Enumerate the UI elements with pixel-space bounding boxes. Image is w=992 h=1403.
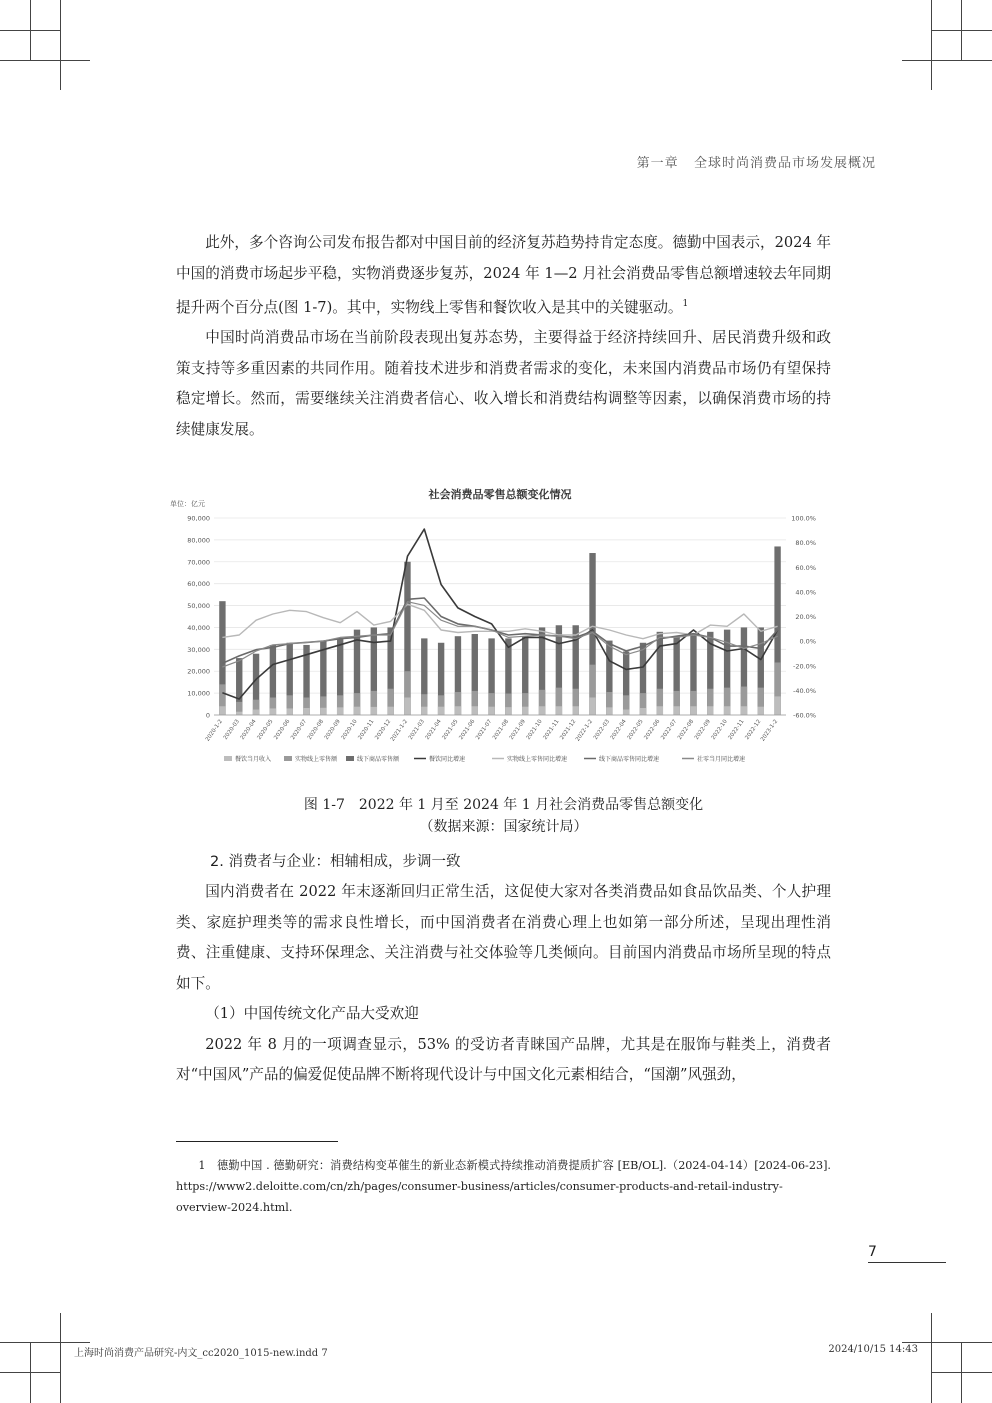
- y2-tick-label: 60.0%: [795, 563, 816, 572]
- crop-mark: [0, 30, 60, 31]
- x-tick-label: 2021-09: [508, 718, 527, 741]
- legend-label: 实物线上零售额: [295, 756, 338, 763]
- figure-caption: 图 1-7 2022 年 1 月至 2024 年 1 月社会消费品零售总额变化: [303, 797, 704, 813]
- x-tick-label: 2020-1-2: [204, 718, 225, 743]
- x-tick-label: 2022-07: [660, 718, 679, 741]
- legend-label: 线下商品零售额: [357, 756, 400, 763]
- x-tick-label: 2022-10: [710, 718, 729, 741]
- bar-catering: [707, 706, 713, 715]
- x-tick-label: 2020-10: [340, 718, 359, 741]
- x-tick-label: 2022-04: [609, 718, 628, 741]
- chapter-number: 第一章: [636, 156, 679, 171]
- bar-catering: [539, 706, 545, 715]
- y2-tick-label: 100.0%: [791, 514, 816, 523]
- crop-mark: [902, 60, 992, 61]
- crop-mark: [961, 1343, 962, 1403]
- section-body: [176, 877, 831, 1091]
- bar-catering: [387, 707, 393, 715]
- chart-title: 社会消费品零售总额变化情况: [428, 488, 572, 501]
- retail-sales-chart: [170, 478, 826, 768]
- paragraph-deloitte: 此外，多个咨询公司发布报告都对中国目前的经济复苏趋势持肯定态度。德勤中国表示，2024 年中国的消费市场起步平稳，实物消费逐步复苏，2024 年 1—2 月社会消费品零售总额增速较去年同期提升两个百分点(图 1-7)。其中，实物线上零售和餐饮收入是其中的关键驱动。$^1$: [176, 234, 831, 316]
- x-tick-label: 2022-08: [677, 718, 696, 741]
- x-tick-label: 2020-04: [239, 718, 258, 741]
- y-tick-label: 10,000: [187, 689, 210, 698]
- crop-mark: [931, 0, 932, 90]
- slug-timestamp: 2024/10/15 14:43: [828, 1344, 918, 1355]
- y2-tick-label: 0.0%: [799, 637, 816, 646]
- bar-catering: [758, 707, 764, 715]
- x-tick-label: 2021-12: [559, 718, 578, 741]
- x-tick-label: 2020-08: [306, 718, 325, 741]
- section-heading: 2. 消费者与企业：相辅相成，步调一致: [210, 854, 461, 870]
- paragraph-market-outlook: 中国时尚消费品市场在当前阶段表现出复苏态势，主要得益于经济持续回升、居民消费升级和政策支持等多重因素的共同作用。随着技术进步和消费者需求的变化，未来国内消费品市场仍有望保持稳定增长。然而，需要继续关注消费者信心、收入增长和消费结构调整等因素，以确保消费市场的持续健康发展。: [176, 329, 831, 438]
- bar-catering: [438, 707, 444, 715]
- y-tick-label: 50,000: [187, 602, 210, 611]
- x-tick-label: 2023-1-2: [759, 718, 780, 743]
- legend-label: 餐饮同比增速: [429, 756, 466, 763]
- crop-mark: [902, 1342, 992, 1343]
- x-tick-label: 2020-07: [290, 718, 309, 741]
- bar-catering: [303, 708, 309, 715]
- bar-catering: [522, 707, 528, 715]
- crop-mark: [60, 0, 61, 90]
- x-tick-label: 2022-12: [744, 718, 763, 741]
- subheading-traditional-culture: （1）中国传统文化产品大受欢迎: [205, 1005, 419, 1022]
- bar-catering: [589, 697, 595, 715]
- bar-catering: [455, 706, 461, 715]
- legend-label: 社零当月同比增速: [697, 756, 746, 763]
- crop-mark: [0, 1342, 90, 1343]
- x-tick-label: 2020-12: [374, 718, 393, 741]
- crop-mark: [30, 1343, 31, 1403]
- bar-catering: [320, 708, 326, 715]
- legend-swatch: [224, 756, 232, 761]
- x-tick-label: 2021-05: [441, 718, 460, 741]
- intro-paragraphs: [176, 228, 831, 445]
- y2-tick-label: 40.0%: [795, 588, 816, 597]
- slug-filename: 上海时尚消费产品研究-内文_cc2020_1015-new.indd 7: [74, 1348, 328, 1359]
- x-tick-label: 2021-07: [475, 718, 494, 741]
- bar-catering: [488, 707, 494, 715]
- bar-catering: [673, 706, 679, 715]
- bar-catering: [287, 708, 293, 715]
- legend-label: 实物线上零售同比增速: [507, 756, 568, 763]
- y-tick-label: 60,000: [187, 580, 210, 589]
- bar-catering: [573, 706, 579, 715]
- bar-catering: [270, 708, 276, 715]
- x-tick-label: 2022-11: [727, 718, 746, 741]
- legend-label: 线下商品零售同比增速: [599, 756, 660, 763]
- x-tick-label: 2021-03: [407, 718, 426, 741]
- bar-catering: [219, 706, 225, 715]
- legend-label: 餐饮当月收入: [235, 756, 272, 763]
- x-tick-label: 2022-05: [626, 718, 645, 741]
- bar-catering: [472, 706, 478, 715]
- bar-catering: [404, 697, 410, 715]
- crop-mark: [0, 1372, 60, 1373]
- bar-catering: [337, 707, 343, 715]
- bar-catering: [657, 706, 663, 715]
- legend-swatch: [346, 756, 354, 761]
- bar-catering: [774, 696, 780, 715]
- footnote-ref: 1: [682, 299, 689, 309]
- y-tick-label: 80,000: [187, 536, 210, 545]
- bar-catering: [741, 706, 747, 715]
- bar-catering: [421, 707, 427, 715]
- legend-swatch: [284, 756, 292, 761]
- bar-catering: [556, 706, 562, 715]
- y2-tick-label: 80.0%: [795, 539, 816, 548]
- page-number-rule: [868, 1262, 946, 1263]
- x-tick-label: 2022-09: [693, 718, 712, 741]
- footnote: 1 德勤中国 . 德勤研究：消费结构变革催生的新业态新模式持续推动消费提质扩容 [EB/OL].（2024-04-14）[2024-06-23]. https://www2.deloitte.com/cn/zh/pages/consumer-business/articles/consumer-products-and-retail-industry-overview-2024.html.: [176, 1159, 831, 1214]
- bar-catering: [505, 707, 511, 715]
- crop-mark: [60, 1313, 61, 1403]
- x-tick-label: 2020-05: [256, 718, 275, 741]
- x-tick-label: 2020-09: [323, 718, 342, 741]
- bar-catering: [371, 707, 377, 715]
- bar-catering: [253, 710, 259, 715]
- y-tick-label: 90,000: [187, 514, 210, 523]
- y-tick-label: 0: [205, 711, 210, 720]
- crop-mark: [931, 1313, 932, 1403]
- x-tick-label: 2021-1-2: [389, 718, 410, 743]
- y-tick-label: 30,000: [187, 645, 210, 654]
- chart-svg: [170, 478, 826, 768]
- y-tick-label: 20,000: [187, 667, 210, 676]
- bar-catering: [623, 710, 629, 715]
- paragraph-consumer-trends: 国内消费者在 2022 年末逐渐回归正常生活，这促使大家对各类消费品如食品饮品类、个人护理类、家庭护理类等的需求良性增长，而中国消费者在消费心理上也如第一部分所述，呈现出理性消费、注重健康、支持环保理念、关注消费与社交体验等几类倾向。目前国内消费品市场所呈现的特点如下。: [176, 883, 831, 992]
- running-header: [637, 152, 876, 171]
- bar-catering: [640, 708, 646, 715]
- y-tick-label: 40,000: [187, 623, 210, 632]
- bar-catering: [354, 707, 360, 715]
- x-tick-label: 2021-10: [525, 718, 544, 741]
- x-tick-label: 2020-03: [222, 718, 241, 741]
- x-tick-label: 2021-04: [424, 718, 443, 741]
- crop-mark: [0, 60, 90, 61]
- bar-catering: [606, 707, 612, 715]
- y2-tick-label: -40.0%: [793, 686, 816, 695]
- x-tick-label: 2022-06: [643, 718, 662, 741]
- y2-tick-label: -60.0%: [793, 711, 816, 720]
- x-tick-label: 2020-06: [273, 718, 292, 741]
- x-tick-label: 2022-03: [592, 718, 611, 741]
- figure-source: （数据来源：国家统计局）: [419, 819, 588, 835]
- x-tick-label: 2022-1-2: [574, 718, 595, 743]
- paragraph-survey: 2022 年 8 月的一项调查显示，53% 的受访者青睐国产品牌，尤其是在服饰与鞋类上，消费者对“中国风”产品的偏爱促使品牌不断将现代设计与中国文化元素相结合，“国潮”风强劲，: [176, 1035, 831, 1083]
- unit-label: 单位：亿元: [170, 500, 205, 508]
- bar-catering: [690, 706, 696, 715]
- crop-mark: [932, 1372, 992, 1373]
- chapter-title: 全球时尚消费品市场发展概况: [693, 156, 876, 171]
- x-tick-label: 2020-11: [357, 718, 376, 741]
- y2-tick-label: 20.0%: [795, 613, 816, 621]
- crop-mark: [932, 30, 992, 31]
- x-tick-label: 2021-08: [491, 718, 511, 741]
- footnote-rule: [176, 1141, 338, 1142]
- page-number: 7: [868, 1244, 877, 1260]
- x-tick-label: 2021-11: [542, 718, 561, 741]
- bar-catering: [236, 712, 242, 715]
- bar-catering: [724, 706, 730, 715]
- x-tick-label: 2021-06: [458, 718, 477, 741]
- y2-tick-label: -20.0%: [793, 662, 816, 671]
- y-tick-label: 70,000: [187, 558, 210, 567]
